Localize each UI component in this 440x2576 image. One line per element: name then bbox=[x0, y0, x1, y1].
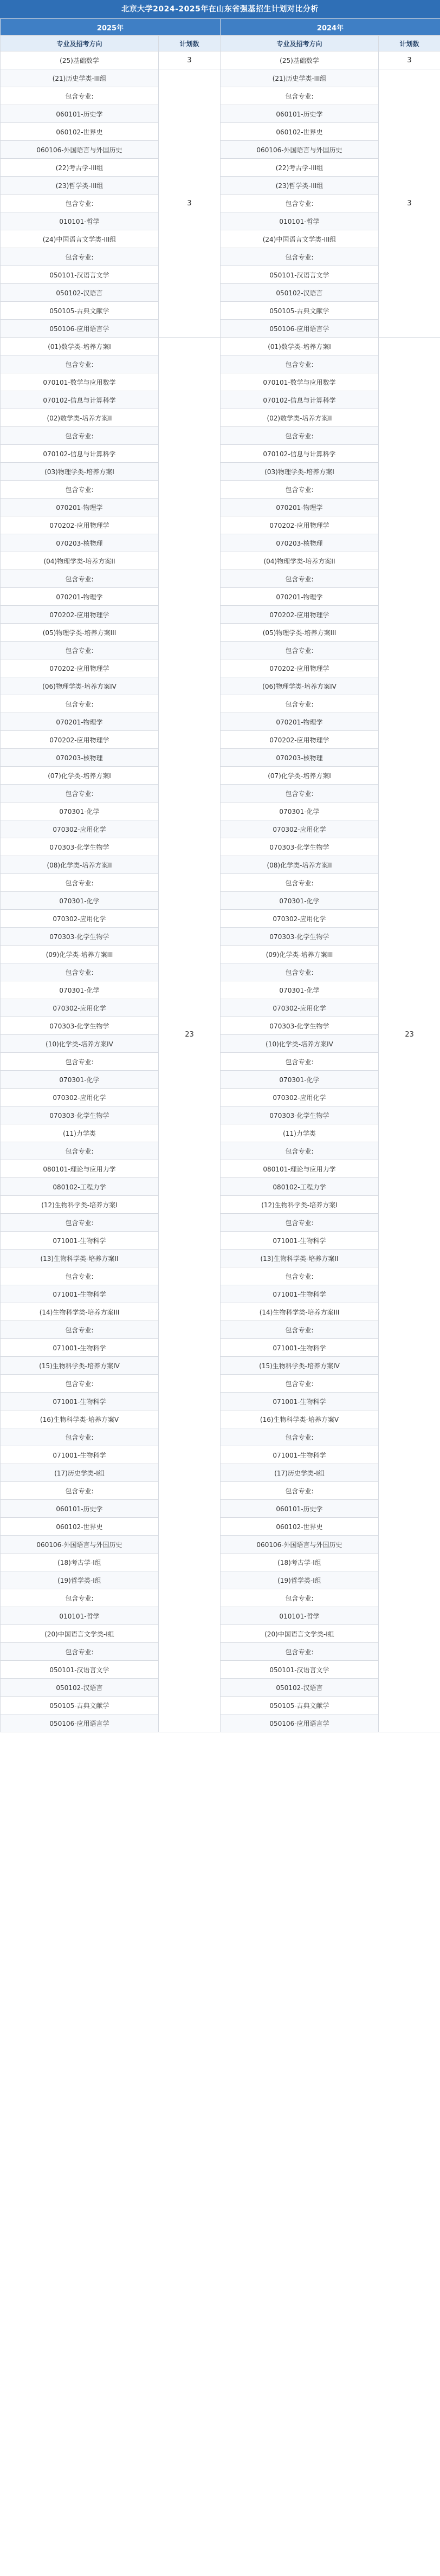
table-row bbox=[1, 1124, 440, 1142]
major-2024-cell: 070302-应用化学 bbox=[221, 999, 379, 1017]
table-row bbox=[1, 1410, 440, 1428]
table-row bbox=[1, 1661, 440, 1679]
table-row bbox=[1, 69, 440, 87]
table-row bbox=[1, 802, 440, 820]
table-row bbox=[1, 212, 440, 230]
major-2025-cell: (25)基础数学 bbox=[1, 51, 159, 69]
major-2024-cell: 包含专业: bbox=[221, 642, 379, 659]
table-row bbox=[1, 767, 440, 785]
major-2025-cell: 包含专业: bbox=[1, 1375, 159, 1393]
table-row bbox=[1, 1518, 440, 1536]
major-2025-cell: (15)生物科学类-培养方案IV bbox=[1, 1357, 159, 1375]
major-2025-cell: 包含专业: bbox=[1, 963, 159, 981]
table-row bbox=[1, 266, 440, 284]
table-row bbox=[1, 749, 440, 767]
table-row bbox=[1, 141, 440, 159]
major-2024-cell: 070301-化学 bbox=[221, 802, 379, 820]
major-2024-cell: 010101-哲学 bbox=[221, 1607, 379, 1625]
major-2024-cell: 050106-应用语言学 bbox=[221, 1714, 379, 1732]
major-2024-cell: 包含专业: bbox=[221, 695, 379, 713]
table-row bbox=[1, 981, 440, 999]
major-2025-cell: 050101-汉语言文学 bbox=[1, 266, 159, 284]
major-2024-cell: 070302-应用化学 bbox=[221, 910, 379, 928]
table-row bbox=[1, 248, 440, 266]
major-2024-cell: 070102-信息与计算科学 bbox=[221, 391, 379, 409]
table-row bbox=[1, 1428, 440, 1446]
table-row bbox=[1, 1089, 440, 1106]
major-2025-cell: 060101-历史学 bbox=[1, 1500, 159, 1518]
major-2024-cell: 070202-应用物理学 bbox=[221, 606, 379, 624]
table-row bbox=[1, 516, 440, 534]
major-2025-cell: (07)化学类-培养方案I bbox=[1, 767, 159, 785]
major-2024-cell: 050102-汉语言 bbox=[221, 284, 379, 302]
table-row bbox=[1, 499, 440, 516]
major-2025-cell: (23)哲学类-III组 bbox=[1, 177, 159, 195]
major-2025-cell: 包含专业: bbox=[1, 1214, 159, 1232]
table-row bbox=[1, 1232, 440, 1250]
major-2024-cell: 070201-物理学 bbox=[221, 713, 379, 731]
table-row bbox=[1, 1321, 440, 1339]
table-row bbox=[1, 606, 440, 624]
major-2025-cell: (14)生物科学类-培养方案III bbox=[1, 1303, 159, 1321]
major-2024-cell: 包含专业: bbox=[221, 87, 379, 105]
major-2025-cell: 050106-应用语言学 bbox=[1, 1714, 159, 1732]
table-row bbox=[1, 1625, 440, 1643]
major-2024-cell: 071001-生物科学 bbox=[221, 1285, 379, 1303]
major-2025-cell: 包含专业: bbox=[1, 87, 159, 105]
table-row bbox=[1, 552, 440, 570]
major-2025-cell: (09)化学类-培养方案III bbox=[1, 946, 159, 963]
major-2024-cell: (06)物理学类-培养方案IV bbox=[221, 677, 379, 695]
major-2025-cell: 包含专业: bbox=[1, 427, 159, 445]
major-2025-cell: 071001-生物科学 bbox=[1, 1446, 159, 1464]
major-2025-cell: 包含专业: bbox=[1, 1482, 159, 1500]
plan-2025-cell: 3 bbox=[159, 51, 221, 69]
major-2024-cell: 070303-化学生物学 bbox=[221, 928, 379, 946]
major-2025-cell: 包含专业: bbox=[1, 248, 159, 266]
table-row bbox=[1, 642, 440, 659]
table-row bbox=[1, 1053, 440, 1071]
table-row bbox=[1, 659, 440, 677]
table-row bbox=[1, 1214, 440, 1232]
table-row bbox=[1, 1464, 440, 1482]
major-2025-cell: 包含专业: bbox=[1, 355, 159, 373]
major-2024-cell: 包含专业: bbox=[221, 481, 379, 499]
major-2025-cell: 050101-汉语言文学 bbox=[1, 1661, 159, 1679]
table-row bbox=[1, 838, 440, 856]
major-2025-cell: 070203-核物理 bbox=[1, 534, 159, 552]
major-2025-cell: 010101-哲学 bbox=[1, 212, 159, 230]
major-2025-cell: 包含专业: bbox=[1, 1643, 159, 1661]
major-2024-cell: (05)物理学类-培养方案III bbox=[221, 624, 379, 642]
table-row bbox=[1, 1375, 440, 1393]
major-2025-cell: 010101-哲学 bbox=[1, 1607, 159, 1625]
major-2024-cell: 070102-信息与计算科学 bbox=[221, 445, 379, 463]
major-2024-cell: 070202-应用物理学 bbox=[221, 516, 379, 534]
major-2024-cell: 050106-应用语言学 bbox=[221, 320, 379, 338]
table-row bbox=[1, 892, 440, 910]
major-2024-cell: 070202-应用物理学 bbox=[221, 731, 379, 749]
year-2024-header: 2024年 bbox=[221, 19, 440, 36]
table-row bbox=[1, 1446, 440, 1464]
major-2025-cell: 070201-物理学 bbox=[1, 588, 159, 606]
table-row bbox=[1, 928, 440, 946]
major-2025-cell: 包含专业: bbox=[1, 1321, 159, 1339]
table-row bbox=[1, 731, 440, 749]
major-2025-cell: 050102-汉语言 bbox=[1, 284, 159, 302]
major-2025-cell: 070302-应用化学 bbox=[1, 910, 159, 928]
major-2025-cell: 070301-化学 bbox=[1, 981, 159, 999]
major-2024-cell: 071001-生物科学 bbox=[221, 1393, 379, 1410]
table-row bbox=[1, 230, 440, 248]
table-row bbox=[1, 1679, 440, 1697]
major-2024-cell: 070303-化学生物学 bbox=[221, 1017, 379, 1035]
major-2025-cell: 070202-应用物理学 bbox=[1, 516, 159, 534]
table-row bbox=[1, 820, 440, 838]
major-2025-cell: 070301-化学 bbox=[1, 802, 159, 820]
table-row bbox=[1, 427, 440, 445]
col-major-2025: 专业及招考方向 bbox=[1, 36, 159, 51]
major-2024-cell: (13)生物科学类-培养方案II bbox=[221, 1250, 379, 1267]
table-row bbox=[1, 1071, 440, 1089]
major-2024-cell: 包含专业: bbox=[221, 1053, 379, 1071]
major-2025-cell: (05)物理学类-培养方案III bbox=[1, 624, 159, 642]
major-2025-cell: (06)物理学类-培养方案IV bbox=[1, 677, 159, 695]
major-2025-cell: 070302-应用化学 bbox=[1, 820, 159, 838]
major-2024-cell: 包含专业: bbox=[221, 570, 379, 588]
major-2024-cell: 070101-数学与应用数学 bbox=[221, 373, 379, 391]
major-2024-cell: 包含专业: bbox=[221, 248, 379, 266]
major-2024-cell: 包含专业: bbox=[221, 1321, 379, 1339]
major-2025-cell: 070202-应用物理学 bbox=[1, 731, 159, 749]
table-row bbox=[1, 355, 440, 373]
major-2025-cell: 包含专业: bbox=[1, 1053, 159, 1071]
major-2024-cell: (17)历史学类-I组 bbox=[221, 1464, 379, 1482]
major-2025-cell: 050105-古典文献学 bbox=[1, 302, 159, 320]
table-row bbox=[1, 1196, 440, 1214]
major-2024-cell: 060102-世界史 bbox=[221, 123, 379, 141]
table-row bbox=[1, 1142, 440, 1160]
major-2024-cell: (23)哲学类-III组 bbox=[221, 177, 379, 195]
table-row bbox=[1, 391, 440, 409]
table-row bbox=[1, 302, 440, 320]
table-row bbox=[1, 1017, 440, 1035]
major-2024-cell: 050102-汉语言 bbox=[221, 1679, 379, 1697]
major-2025-cell: 060101-历史学 bbox=[1, 105, 159, 123]
major-2025-cell: 070303-化学生物学 bbox=[1, 1106, 159, 1124]
table-row bbox=[1, 1339, 440, 1357]
plan-2025-cell: 23 bbox=[159, 338, 221, 1732]
major-2024-cell: 080101-理论与应用力学 bbox=[221, 1160, 379, 1178]
major-2025-cell: (19)哲学类-I组 bbox=[1, 1571, 159, 1589]
major-2025-cell: (13)生物科学类-培养方案II bbox=[1, 1250, 159, 1267]
major-2024-cell: (04)物理学类-培养方案II bbox=[221, 552, 379, 570]
major-2024-cell: (07)化学类-培养方案I bbox=[221, 767, 379, 785]
major-2024-cell: 060101-历史学 bbox=[221, 1500, 379, 1518]
table-row bbox=[1, 123, 440, 141]
major-2024-cell: (12)生物科学类-培养方案I bbox=[221, 1196, 379, 1214]
major-2025-cell: (03)物理学类-培养方案I bbox=[1, 463, 159, 481]
major-2024-cell: 包含专业: bbox=[221, 1589, 379, 1607]
major-2024-cell: 070301-化学 bbox=[221, 892, 379, 910]
major-2025-cell: 070302-应用化学 bbox=[1, 1089, 159, 1106]
major-2025-cell: 包含专业: bbox=[1, 1428, 159, 1446]
major-2024-cell: 071001-生物科学 bbox=[221, 1232, 379, 1250]
major-2025-cell: 包含专业: bbox=[1, 695, 159, 713]
major-2024-cell: 070201-物理学 bbox=[221, 499, 379, 516]
table-row bbox=[1, 463, 440, 481]
major-2025-cell: 070201-物理学 bbox=[1, 499, 159, 516]
major-2024-cell: 070302-应用化学 bbox=[221, 1089, 379, 1106]
major-2024-cell: 包含专业: bbox=[221, 1214, 379, 1232]
major-2025-cell: 包含专业: bbox=[1, 874, 159, 892]
major-2024-cell: (20)中国语言文学类-I组 bbox=[221, 1625, 379, 1643]
major-2025-cell: 050102-汉语言 bbox=[1, 1679, 159, 1697]
major-2024-cell: 070303-化学生物学 bbox=[221, 838, 379, 856]
plan-2025-cell: 3 bbox=[159, 69, 221, 338]
major-2024-cell: 050101-汉语言文学 bbox=[221, 1661, 379, 1679]
major-2024-cell: 包含专业: bbox=[221, 355, 379, 373]
table-row bbox=[1, 1035, 440, 1053]
table-row bbox=[1, 534, 440, 552]
major-2025-cell: (11)力学类 bbox=[1, 1124, 159, 1142]
table-row bbox=[1, 946, 440, 963]
major-2025-cell: 070101-数学与应用数学 bbox=[1, 373, 159, 391]
major-2024-cell: (02)数学类-培养方案II bbox=[221, 409, 379, 427]
major-2025-cell: 070303-化学生物学 bbox=[1, 838, 159, 856]
plan-2024-cell: 3 bbox=[379, 69, 440, 338]
major-2024-cell: 060101-历史学 bbox=[221, 105, 379, 123]
major-2024-cell: (14)生物科学类-培养方案III bbox=[221, 1303, 379, 1321]
major-2025-cell: 包含专业: bbox=[1, 1589, 159, 1607]
table-row bbox=[1, 570, 440, 588]
major-2024-cell: 050105-古典文献学 bbox=[221, 302, 379, 320]
major-2024-cell: (08)化学类-培养方案II bbox=[221, 856, 379, 874]
major-2025-cell: 包含专业: bbox=[1, 195, 159, 212]
major-2025-cell: 060106-外国语言与外国历史 bbox=[1, 141, 159, 159]
table-row bbox=[1, 284, 440, 302]
major-2024-cell: 070202-应用物理学 bbox=[221, 659, 379, 677]
plan-2024-cell: 23 bbox=[379, 338, 440, 1732]
major-2024-cell: (16)生物科学类-培养方案V bbox=[221, 1410, 379, 1428]
major-2024-cell: 包含专业: bbox=[221, 1267, 379, 1285]
year-header-row bbox=[1, 19, 440, 36]
table-row bbox=[1, 177, 440, 195]
major-2024-cell: 070203-核物理 bbox=[221, 534, 379, 552]
major-2024-cell: 包含专业: bbox=[221, 1375, 379, 1393]
table-row bbox=[1, 1267, 440, 1285]
major-2025-cell: (20)中国语言文学类-I组 bbox=[1, 1625, 159, 1643]
major-2024-cell: 包含专业: bbox=[221, 785, 379, 802]
table-row bbox=[1, 338, 440, 355]
major-2024-cell: 070302-应用化学 bbox=[221, 820, 379, 838]
major-2025-cell: 070202-应用物理学 bbox=[1, 606, 159, 624]
major-2025-cell: (16)生物科学类-培养方案V bbox=[1, 1410, 159, 1428]
major-2025-cell: (12)生物科学类-培养方案I bbox=[1, 1196, 159, 1214]
major-2025-cell: (17)历史学类-I组 bbox=[1, 1464, 159, 1482]
major-2025-cell: 070301-化学 bbox=[1, 892, 159, 910]
major-2025-cell: 包含专业: bbox=[1, 785, 159, 802]
table-row bbox=[1, 320, 440, 338]
col-plan-2024: 计划数 bbox=[379, 36, 440, 51]
table-row bbox=[1, 1357, 440, 1375]
major-2025-cell: 包含专业: bbox=[1, 481, 159, 499]
col-plan-2025: 计划数 bbox=[159, 36, 221, 51]
table-row bbox=[1, 1554, 440, 1571]
table-body bbox=[1, 51, 440, 1732]
major-2024-cell: 050105-古典文献学 bbox=[221, 1697, 379, 1714]
table-row bbox=[1, 445, 440, 463]
major-2024-cell: 071001-生物科学 bbox=[221, 1446, 379, 1464]
major-2024-cell: 070203-核物理 bbox=[221, 749, 379, 767]
table-row bbox=[1, 195, 440, 212]
major-2025-cell: 070303-化学生物学 bbox=[1, 1017, 159, 1035]
major-2024-cell: (15)生物科学类-培养方案IV bbox=[221, 1357, 379, 1375]
table-row bbox=[1, 409, 440, 427]
table-row bbox=[1, 159, 440, 177]
major-2025-cell: (18)考古学-I组 bbox=[1, 1554, 159, 1571]
table-row bbox=[1, 1106, 440, 1124]
major-2025-cell: 070201-物理学 bbox=[1, 713, 159, 731]
plan-comparison-table bbox=[0, 18, 440, 1732]
major-2024-cell: 060106-外国语言与外国历史 bbox=[221, 1536, 379, 1554]
col-major-2024: 专业及招考方向 bbox=[221, 36, 379, 51]
major-2024-cell: 包含专业: bbox=[221, 195, 379, 212]
major-2024-cell: (11)力学类 bbox=[221, 1124, 379, 1142]
major-2024-cell: (09)化学类-培养方案III bbox=[221, 946, 379, 963]
major-2025-cell: 包含专业: bbox=[1, 642, 159, 659]
major-2025-cell: 071001-生物科学 bbox=[1, 1393, 159, 1410]
major-2025-cell: (24)中国语言文学类-III组 bbox=[1, 230, 159, 248]
major-2024-cell: (22)考古学-III组 bbox=[221, 159, 379, 177]
major-2024-cell: (21)历史学类-III组 bbox=[221, 69, 379, 87]
major-2024-cell: 包含专业: bbox=[221, 874, 379, 892]
major-2024-cell: 包含专业: bbox=[221, 963, 379, 981]
major-2024-cell: (25)基础数学 bbox=[221, 51, 379, 69]
major-2024-cell: 060102-世界史 bbox=[221, 1518, 379, 1536]
major-2025-cell: 060106-外国语言与外国历史 bbox=[1, 1536, 159, 1554]
major-2025-cell: 071001-生物科学 bbox=[1, 1285, 159, 1303]
table-row bbox=[1, 677, 440, 695]
table-row bbox=[1, 1160, 440, 1178]
plan-2024-cell: 3 bbox=[379, 51, 440, 69]
major-2025-cell: (21)历史学类-III组 bbox=[1, 69, 159, 87]
major-2025-cell: (01)数学类-培养方案I bbox=[1, 338, 159, 355]
year-2025-header: 2025年 bbox=[1, 19, 221, 36]
major-2025-cell: (08)化学类-培养方案II bbox=[1, 856, 159, 874]
major-2024-cell: 070301-化学 bbox=[221, 981, 379, 999]
table-row bbox=[1, 963, 440, 981]
table-row bbox=[1, 1482, 440, 1500]
major-2025-cell: (10)化学类-培养方案IV bbox=[1, 1035, 159, 1053]
column-header-row bbox=[1, 36, 440, 51]
major-2025-cell: 070203-核物理 bbox=[1, 749, 159, 767]
major-2024-cell: 010101-哲学 bbox=[221, 212, 379, 230]
table-row bbox=[1, 856, 440, 874]
major-2024-cell: 080102-工程力学 bbox=[221, 1178, 379, 1196]
major-2025-cell: 050106-应用语言学 bbox=[1, 320, 159, 338]
major-2025-cell: 071001-生物科学 bbox=[1, 1339, 159, 1357]
table-row bbox=[1, 588, 440, 606]
major-2025-cell: (04)物理学类-培养方案II bbox=[1, 552, 159, 570]
page-title: 北京大学2024-2025年在山东省强基招生计划对比分析 bbox=[0, 0, 440, 18]
major-2024-cell: 071001-生物科学 bbox=[221, 1339, 379, 1357]
table-row bbox=[1, 999, 440, 1017]
table-row bbox=[1, 1643, 440, 1661]
major-2024-cell: 包含专业: bbox=[221, 427, 379, 445]
major-2025-cell: 071001-生物科学 bbox=[1, 1232, 159, 1250]
table-row bbox=[1, 105, 440, 123]
major-2024-cell: (24)中国语言文学类-III组 bbox=[221, 230, 379, 248]
table-row bbox=[1, 1500, 440, 1518]
major-2024-cell: 包含专业: bbox=[221, 1643, 379, 1661]
major-2024-cell: (03)物理学类-培养方案I bbox=[221, 463, 379, 481]
table-row bbox=[1, 874, 440, 892]
table-row bbox=[1, 1250, 440, 1267]
table-row bbox=[1, 51, 440, 69]
table-row bbox=[1, 373, 440, 391]
table-row bbox=[1, 1178, 440, 1196]
major-2025-cell: 060102-世界史 bbox=[1, 1518, 159, 1536]
major-2024-cell: 包含专业: bbox=[221, 1428, 379, 1446]
major-2025-cell: 070302-应用化学 bbox=[1, 999, 159, 1017]
major-2025-cell: 050105-古典文献学 bbox=[1, 1697, 159, 1714]
major-2024-cell: (18)考古学-I组 bbox=[221, 1554, 379, 1571]
major-2025-cell: (02)数学类-培养方案II bbox=[1, 409, 159, 427]
table-row bbox=[1, 1607, 440, 1625]
table-row bbox=[1, 910, 440, 928]
major-2024-cell: 070303-化学生物学 bbox=[221, 1106, 379, 1124]
major-2025-cell: 070102-信息与计算科学 bbox=[1, 391, 159, 409]
major-2025-cell: 070301-化学 bbox=[1, 1071, 159, 1089]
major-2024-cell: 包含专业: bbox=[221, 1142, 379, 1160]
table-row bbox=[1, 624, 440, 642]
major-2024-cell: (10)化学类-培养方案IV bbox=[221, 1035, 379, 1053]
table-row bbox=[1, 1536, 440, 1554]
major-2025-cell: (22)考古学-III组 bbox=[1, 159, 159, 177]
major-2025-cell: 包含专业: bbox=[1, 1267, 159, 1285]
table-row bbox=[1, 1303, 440, 1321]
table-row bbox=[1, 481, 440, 499]
table-row bbox=[1, 1571, 440, 1589]
major-2025-cell: 080102-工程力学 bbox=[1, 1178, 159, 1196]
table-row bbox=[1, 713, 440, 731]
major-2025-cell: 070303-化学生物学 bbox=[1, 928, 159, 946]
major-2024-cell: 050101-汉语言文学 bbox=[221, 266, 379, 284]
major-2024-cell: 070201-物理学 bbox=[221, 588, 379, 606]
major-2024-cell: (19)哲学类-I组 bbox=[221, 1571, 379, 1589]
major-2024-cell: 060106-外国语言与外国历史 bbox=[221, 141, 379, 159]
table-row bbox=[1, 695, 440, 713]
table-row bbox=[1, 1393, 440, 1410]
table-row bbox=[1, 1714, 440, 1732]
major-2025-cell: 070102-信息与计算科学 bbox=[1, 445, 159, 463]
table-row bbox=[1, 1285, 440, 1303]
major-2024-cell: (01)数学类-培养方案I bbox=[221, 338, 379, 355]
table-row bbox=[1, 1697, 440, 1714]
major-2024-cell: 包含专业: bbox=[221, 1482, 379, 1500]
table-row bbox=[1, 87, 440, 105]
major-2025-cell: 060102-世界史 bbox=[1, 123, 159, 141]
major-2024-cell: 070301-化学 bbox=[221, 1071, 379, 1089]
table-row bbox=[1, 1589, 440, 1607]
major-2025-cell: 080101-理论与应用力学 bbox=[1, 1160, 159, 1178]
table-row bbox=[1, 785, 440, 802]
major-2025-cell: 包含专业: bbox=[1, 1142, 159, 1160]
major-2025-cell: 包含专业: bbox=[1, 570, 159, 588]
major-2025-cell: 070202-应用物理学 bbox=[1, 659, 159, 677]
